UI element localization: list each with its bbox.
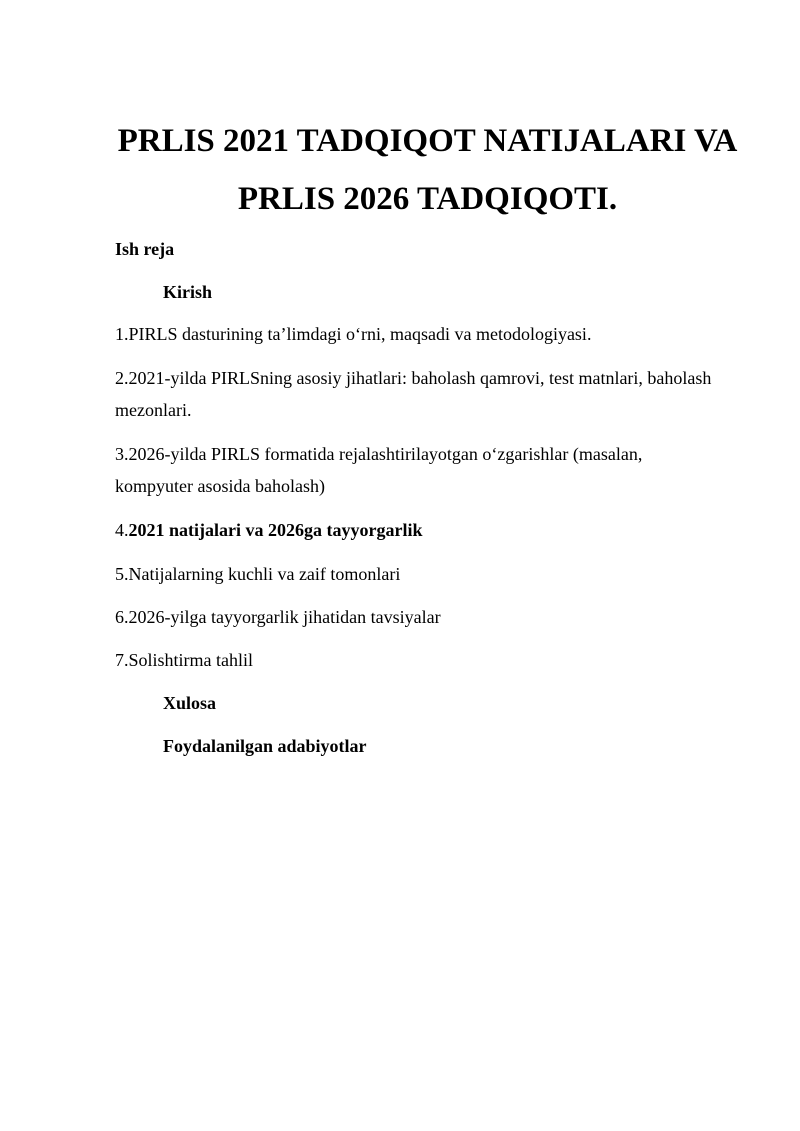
plan-item-4 [115, 516, 422, 544]
references-heading: Foydalanilgan adabiyotlar [163, 736, 367, 756]
document-title [100, 112, 755, 228]
plan-item-1: 1.PIRLS dasturining ta’limdagi o‘rni, maqsadi va metodologiyasi. [115, 324, 592, 344]
title-line-1: PRLIS 2021 TADQIQOT NATIJALARI VA [117, 123, 738, 159]
title-line-2: PRLIS 2026 TADQIQOTI. [237, 181, 618, 217]
plan-item-5: 5.Natijalarning kuchli va zaif tomonlari [115, 564, 401, 584]
plan-item-2-line-2: mezonlari. [115, 400, 192, 420]
plan-item-4-number: 4. [115, 520, 129, 540]
plan-item-6: 6.2026-yilga tayyorgarlik jihatidan tavsiyalar [115, 607, 441, 627]
conclusion-heading: Xulosa [163, 693, 217, 713]
plan-item-7: 7.Solishtirma tahlil [115, 650, 253, 670]
intro-heading: Kirish [163, 282, 213, 302]
plan-heading: Ish reja [115, 239, 175, 259]
plan-item-2-line-1: 2.2021-yilda PIRLSning asosiy jihatlari: baholash qamrovi, test matnlari, baholash [115, 368, 712, 388]
plan-item-3-line-1: 3.2026-yilda PIRLS formatida rejalashtirilayotgan o‘zgarishlar (masalan, [115, 444, 643, 464]
plan-item-4-text: 2021 natijalari va 2026ga tayyorgarlik [128, 520, 423, 540]
plan-item-3-line-2: kompyuter asosida baholash) [115, 476, 325, 496]
